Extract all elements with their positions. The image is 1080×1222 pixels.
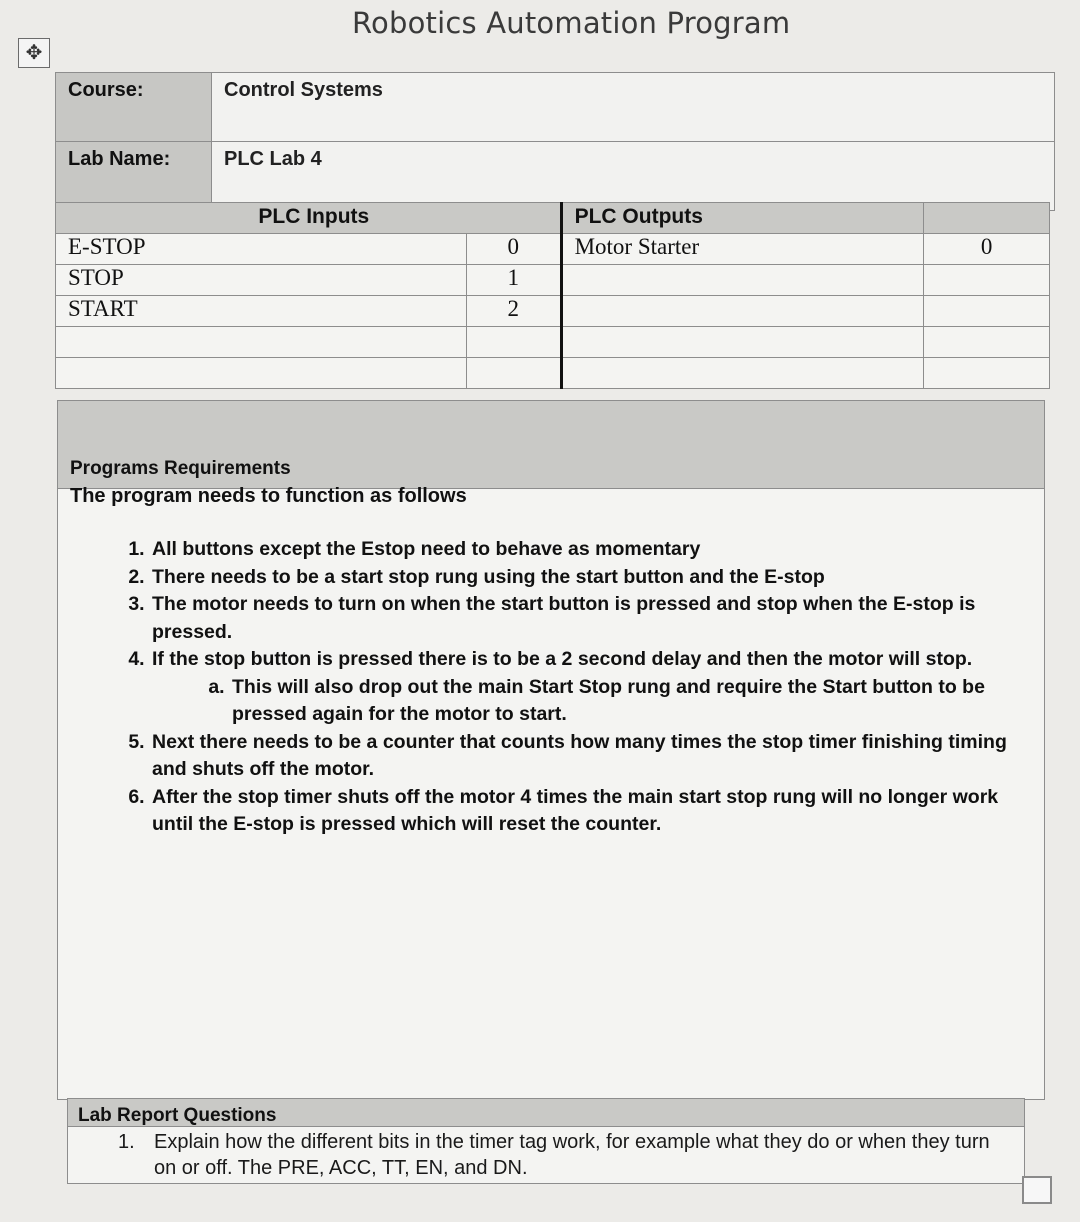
output-name-empty[interactable] <box>561 327 924 358</box>
table-resize-handle[interactable] <box>1022 1176 1052 1204</box>
list-item <box>150 646 1040 729</box>
output-address-empty[interactable] <box>924 296 1050 327</box>
output-address-empty[interactable] <box>924 358 1050 389</box>
output-address-empty[interactable] <box>924 265 1050 296</box>
list-item-text: If the stop button is pressed there is to be a 2 second delay and then the motor will stop. <box>152 648 973 670</box>
lab-name-value[interactable]: PLC Lab 4 <box>212 142 1055 211</box>
plc-outputs-header-addr <box>924 203 1050 234</box>
list-item: 5. Next there needs to be a counter that counts how many times the stop timer finishing timing and shuts off the motor. <box>150 729 1040 784</box>
requirements-section <box>57 400 1045 1100</box>
list-item: 2. There needs to be a start stop rung using the start button and the E-stop <box>150 564 1040 592</box>
list-item: 6. After the stop timer shuts off the motor 4 times the main start stop rung will no longer work until the E-stop is pressed which will reset the counter. <box>150 784 1040 839</box>
lab-question-number: 1. <box>118 1131 135 1153</box>
course-label: Course: <box>56 73 212 142</box>
lab-question <box>118 1129 1008 1181</box>
output-name-empty[interactable] <box>561 358 924 389</box>
requirements-header <box>58 401 1044 489</box>
input-name[interactable]: E-STOP <box>56 234 467 265</box>
lab-question-text: Explain how the different bits in the timer tag work, for example what they do or when they turn on or off. The PRE, ACC, TT, EN, and DN. <box>154 1131 990 1179</box>
output-address-empty[interactable] <box>924 327 1050 358</box>
plc-outputs-header: PLC Outputs <box>561 203 924 234</box>
requirements-heading: Programs Requirements <box>70 458 291 479</box>
plc-io-table <box>55 202 1050 389</box>
table-move-handle-icon[interactable]: ✥ <box>18 38 50 68</box>
plc-inputs-header: PLC Inputs <box>56 203 562 234</box>
input-address[interactable]: 0 <box>466 234 561 265</box>
sub-list-item: a. This will also drop out the main Start Stop rung and require the Start button to be pressed again for the motor to start. <box>230 674 1040 729</box>
lab-report-heading: Lab Report Questions <box>68 1099 1024 1127</box>
input-name[interactable]: START <box>56 296 467 327</box>
input-address[interactable]: 2 <box>466 296 561 327</box>
course-info-table <box>55 72 1055 211</box>
input-address[interactable]: 1 <box>466 265 561 296</box>
input-address-empty[interactable] <box>466 358 561 389</box>
input-address-empty[interactable] <box>466 327 561 358</box>
sub-list <box>152 674 1040 729</box>
input-name[interactable]: STOP <box>56 265 467 296</box>
lab-name-label: Lab Name: <box>56 142 212 211</box>
output-name-empty[interactable] <box>561 296 924 327</box>
course-value[interactable]: Control Systems <box>212 73 1055 142</box>
output-address[interactable]: 0 <box>924 234 1050 265</box>
requirements-list <box>110 536 1040 839</box>
document-title: Robotics Automation Program <box>352 6 791 40</box>
input-name-empty[interactable] <box>56 327 467 358</box>
list-item: 3. The motor needs to turn on when the start button is pressed and stop when the E-stop is pressed. <box>150 591 1040 646</box>
input-name-empty[interactable] <box>56 358 467 389</box>
lab-report-section <box>67 1098 1025 1184</box>
requirements-intro: The program needs to function as follows <box>70 485 467 507</box>
output-name-empty[interactable] <box>561 265 924 296</box>
output-name[interactable]: Motor Starter <box>561 234 924 265</box>
list-item: 1. All buttons except the Estop need to behave as momentary <box>150 536 1040 564</box>
